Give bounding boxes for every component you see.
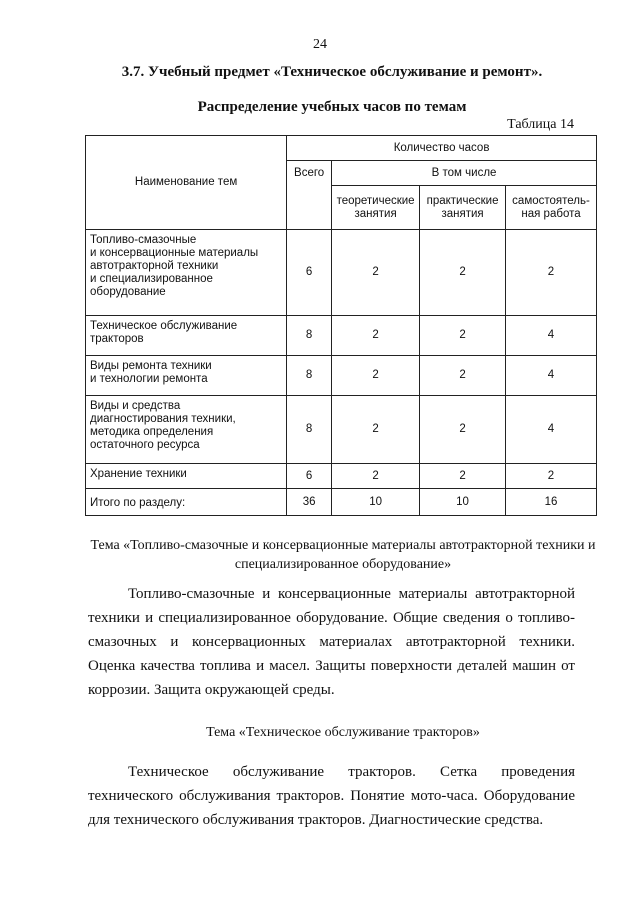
row-self-study: 4: [506, 396, 597, 464]
header-practice: практические занятия: [420, 186, 506, 230]
row-topic-name: Техническое обслуживание тракторов: [86, 316, 287, 356]
row-practice: 2: [420, 316, 506, 356]
header-theory: теоретические занятия: [332, 186, 420, 230]
row-theory: 2: [332, 356, 420, 396]
table-row: [86, 316, 597, 356]
hours-table: [85, 135, 597, 516]
section-title: 3.7. Учебный предмет «Техническое обслуживание и ремонт».: [121, 64, 543, 80]
table-row: [86, 489, 597, 516]
page-number: 24: [313, 37, 327, 52]
table-label: Таблица 14: [507, 117, 574, 132]
row-theory: 2: [332, 230, 420, 316]
row-theory: 2: [332, 464, 420, 489]
row-theory: 10: [332, 489, 420, 516]
table-row: [86, 356, 597, 396]
topic1-title: Тема «Топливо-смазочные и консервационные материалы автотракторной техники и специализированное оборудование»: [90, 538, 596, 572]
topic2-body: Техническое обслуживание тракторов. Сетка проведения технического обслуживания тракторов. Понятие мото-часа. Оборудование для технического обслуживания тракторов. Диагностические средства.: [88, 764, 575, 828]
row-self-study: 2: [506, 464, 597, 489]
row-topic-name: Топливо-смазочные и консервационные материалы автотракторной техники и специализированное оборудование: [86, 230, 287, 316]
header-including: В том числе: [332, 161, 597, 186]
row-self-study: 4: [506, 316, 597, 356]
row-total: 6: [287, 464, 332, 489]
topic1-body: Топливо-смазочные и консервационные материалы автотракторной техники и специализированное оборудование. Общие сведения о топливо-смазочных и консервационных материалах автотракторной техники. Оценка качества топлива и масел. Защиты поверхности деталей машин от коррозии. Защита окружающей среды.: [88, 586, 575, 698]
row-topic-name: Хранение техники: [86, 464, 287, 489]
row-total: 36: [287, 489, 332, 516]
row-self-study: 4: [506, 356, 597, 396]
hours-table-body: [86, 230, 597, 516]
row-topic-name: Итого по разделу:: [86, 489, 287, 516]
topic2-title: Тема «Техническое обслуживание тракторов»: [206, 725, 480, 740]
row-self-study: 2: [506, 230, 597, 316]
row-self-study: 16: [506, 489, 597, 516]
row-theory: 2: [332, 396, 420, 464]
table-row: [86, 230, 597, 316]
row-total: 8: [287, 356, 332, 396]
header-self-study: самостоятель-ная работа: [506, 186, 597, 230]
table-row: [86, 396, 597, 464]
row-practice: 2: [420, 464, 506, 489]
row-practice: 2: [420, 356, 506, 396]
distribution-title: Распределение учебных часов по темам: [197, 99, 467, 115]
header-topic-name: Наименование тем: [86, 136, 287, 230]
row-topic-name: Виды и средства диагностирования техники, методика определения остаточного ресурса: [86, 396, 287, 464]
row-total: 8: [287, 316, 332, 356]
row-theory: 2: [332, 316, 420, 356]
table-row: [86, 464, 597, 489]
header-hours: Количество часов: [287, 136, 597, 161]
row-topic-name: Виды ремонта техники и технологии ремонта: [86, 356, 287, 396]
row-total: 6: [287, 230, 332, 316]
row-practice: 2: [420, 230, 506, 316]
row-practice: 2: [420, 396, 506, 464]
row-total: 8: [287, 396, 332, 464]
row-practice: 10: [420, 489, 506, 516]
header-total: Всего: [287, 161, 332, 230]
